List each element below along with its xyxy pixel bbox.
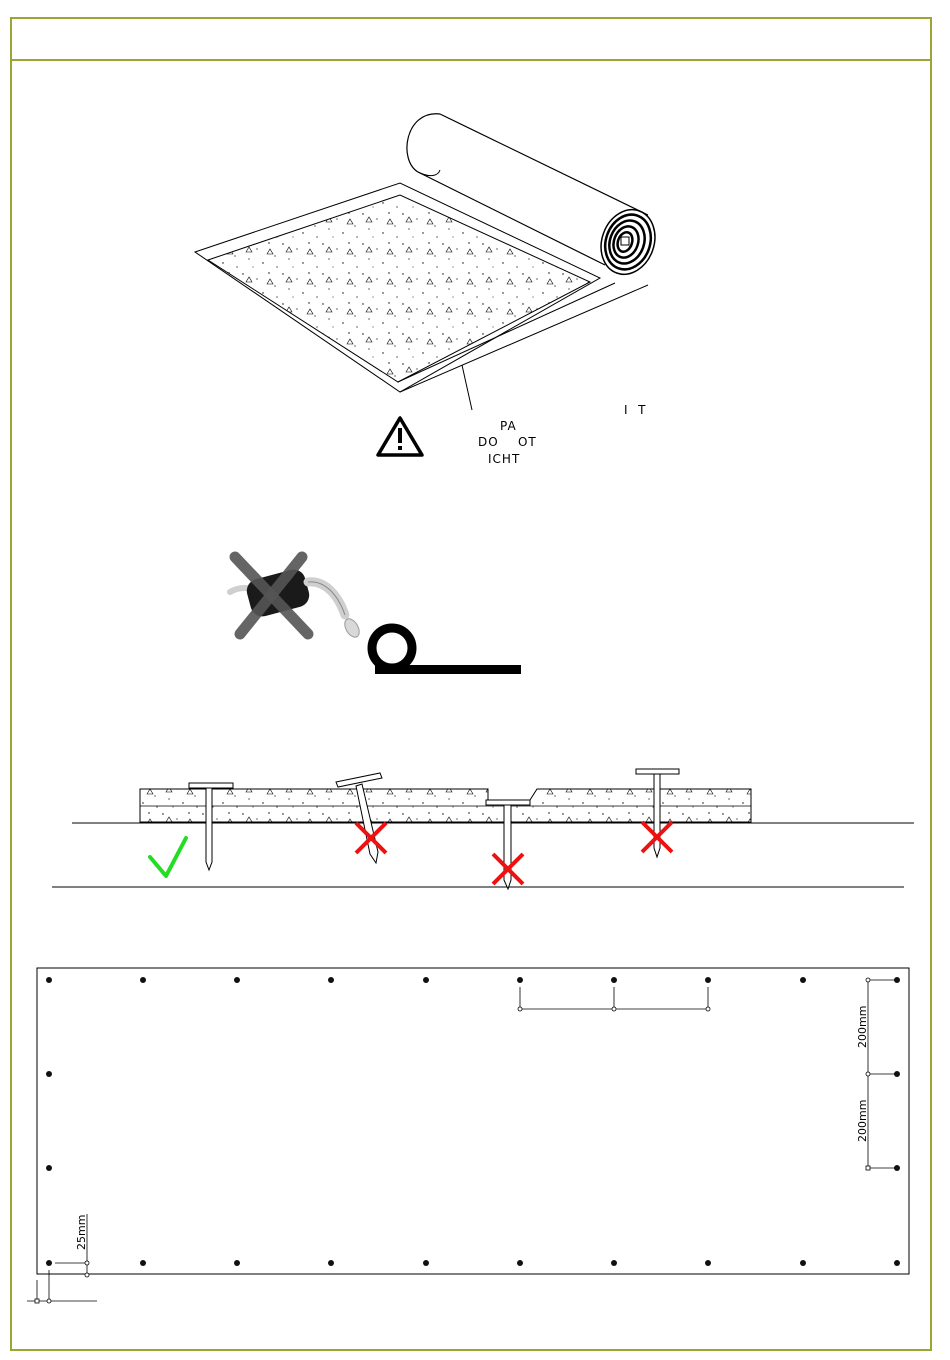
nail-dot <box>234 977 240 983</box>
nail-dot <box>46 977 52 983</box>
nail-dot <box>140 977 146 983</box>
nail-dot <box>705 1260 711 1266</box>
spacing-label-top: 200mm <box>856 1005 869 1048</box>
warning-text-line-1: I T <box>624 403 647 417</box>
nail-dot <box>611 977 617 983</box>
warning-text-line-3: DO OT <box>478 435 537 449</box>
nail-dot <box>611 1260 617 1266</box>
nail-dot <box>234 1260 240 1266</box>
nail-dot <box>423 1260 429 1266</box>
warning-text-line-2: PA <box>500 419 517 433</box>
nail-dot <box>800 1260 806 1266</box>
sheet-outline <box>37 968 909 1274</box>
nail-dot <box>705 977 711 983</box>
nail-dot <box>800 977 806 983</box>
nail-dot <box>423 977 429 983</box>
nail-dot <box>517 977 523 983</box>
edge-label: 25mm <box>75 1214 88 1250</box>
nail-dot <box>894 1260 900 1266</box>
nail-dot <box>140 1260 146 1266</box>
nail-dot <box>46 1165 52 1171</box>
nail-dot <box>328 977 334 983</box>
nail-dot <box>46 1260 52 1266</box>
nail-dot <box>517 1260 523 1266</box>
warning-text-line-4: ICHT <box>488 452 521 466</box>
nail-dot <box>328 1260 334 1266</box>
nail-dot <box>46 1071 52 1077</box>
spacing-label-bottom: 200mm <box>856 1099 869 1142</box>
